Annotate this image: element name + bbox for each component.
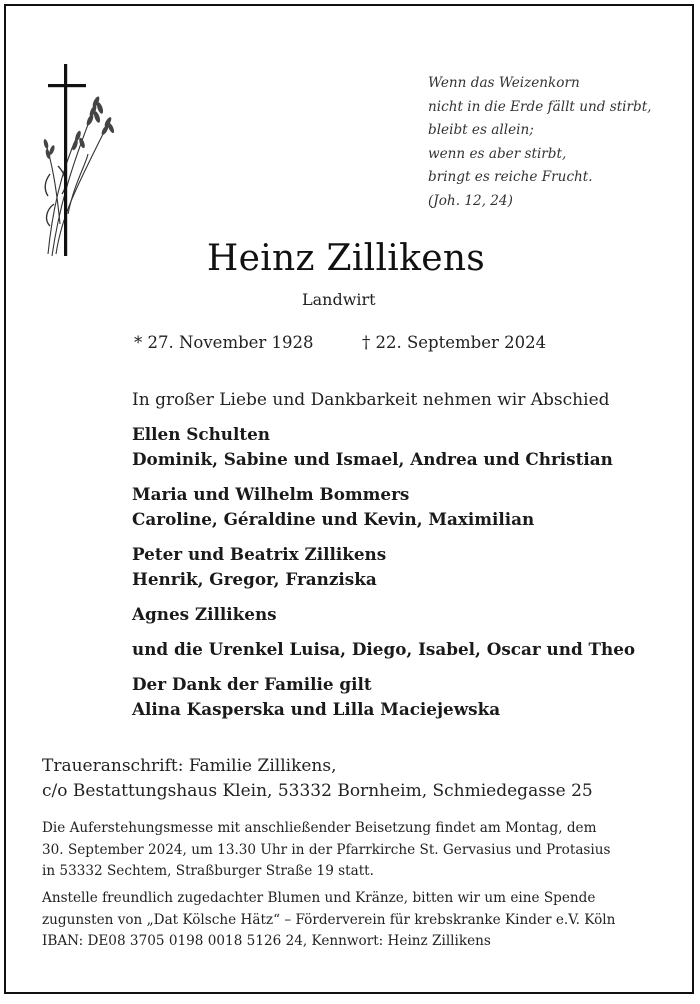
mourner-group — [132, 542, 635, 592]
mourner-group — [132, 637, 635, 662]
bible-verse — [428, 72, 652, 214]
verse-line: wenn es aber stirbt, — [428, 145, 567, 162]
verse-reference: (Joh. 12, 24) — [428, 192, 513, 209]
verse-line: bleibt es allein; — [428, 122, 534, 139]
mourner-line: Dominik, Sabine und Ismael, Andrea und Christian — [132, 449, 613, 469]
obituary-notice — [4, 4, 694, 994]
mourner-line: Maria und Wilhelm Bommers — [132, 484, 410, 504]
mourners-list — [132, 422, 635, 732]
verse-line: nicht in die Erde fällt und stirbt, — [428, 98, 652, 115]
mourner-line: Der Dank der Familie gilt — [132, 674, 372, 694]
mourner-line: und die Urenkel Luisa, Diego, Isabel, Oscar und Theo — [132, 639, 636, 659]
service-line: in 53332 Sechtem, Straßburger Straße 19 statt. — [42, 863, 374, 879]
donation-line: IBAN: DE08 3705 0198 0018 5126 24, Kennwort: Heinz Zillikens — [42, 933, 491, 949]
mourner-group — [132, 422, 635, 472]
cross-with-wheat-icon — [38, 64, 118, 259]
mourner-group — [132, 482, 635, 532]
condolence-address — [42, 754, 593, 804]
service-line: Die Auferstehungsmesse mit anschließender Beisetzung findet am Montag, dem — [42, 820, 597, 836]
service-line: 30. September 2024, um 13.30 Uhr in der Pfarrkirche St. Gervasius und Protasius — [42, 841, 611, 858]
mourner-group — [132, 672, 635, 722]
mourner-line: Caroline, Géraldine und Kevin, Maximilian — [132, 509, 535, 529]
verse-line: Wenn das Weizenkorn — [428, 75, 580, 91]
donation-line: Anstelle freundlich zugedachter Blumen und Kränze, bitten wir um eine Spende — [42, 890, 596, 906]
deceased-profession: Landwirt — [302, 290, 376, 309]
mourner-line: Peter und Beatrix Zillikens — [132, 544, 387, 564]
donation-line: zugunsten von „Dat Kölsche Hätz“ – Förderverein für krebskranke Kinder e.V. Köln — [42, 911, 616, 928]
mourner-line: Ellen Schulten — [132, 424, 271, 444]
mourner-group — [132, 602, 635, 627]
donation-details — [42, 888, 672, 953]
address-line: c/o Bestattungshaus Klein, 53332 Bornheim, Schmiedegasse 25 — [42, 781, 593, 801]
service-details — [42, 818, 672, 883]
deceased-name: Heinz Zillikens — [206, 238, 486, 279]
death-date: † 22. September 2024 — [362, 333, 547, 352]
mourner-line: Henrik, Gregor, Franziska — [132, 569, 377, 589]
mourner-line: Agnes Zillikens — [132, 604, 277, 624]
farewell-intro: In großer Liebe und Dankbarkeit nehmen wir Abschied — [132, 390, 610, 410]
verse-line: bringt es reiche Frucht. — [428, 169, 593, 186]
mourner-line: Alina Kasperska und Lilla Maciejewska — [132, 699, 501, 719]
address-line: Traueranschrift: Familie Zillikens, — [42, 756, 337, 776]
birth-date: * 27. November 1928 — [134, 333, 314, 352]
